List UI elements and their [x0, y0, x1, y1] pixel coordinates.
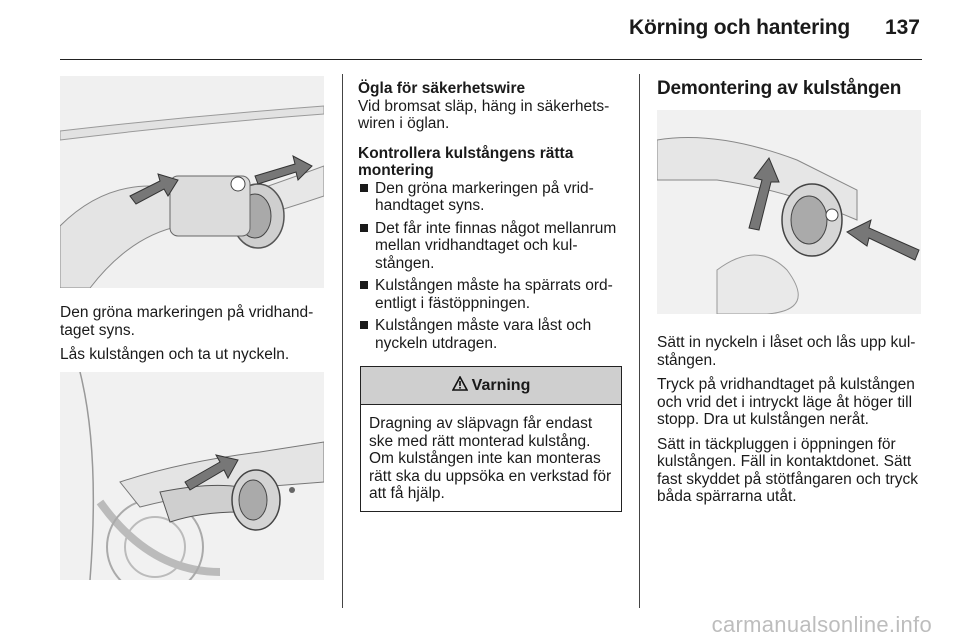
page-number: 137 [884, 16, 920, 39]
list-item: Det får inte finnas något mellanrum mellan vridhandtaget och kul-stången. [358, 220, 628, 273]
page-header [0, 0, 960, 62]
caption-text: Lås kulstången och ta ut nyckeln. [60, 346, 290, 363]
watermark: carmanualsonline.info [711, 612, 932, 637]
warning-box [360, 366, 622, 512]
figure-green-marking-drawing [60, 76, 324, 288]
list-item: Kulstången måste vara låst och nyckeln utdragen. [358, 317, 628, 352]
column-2-text [358, 80, 628, 357]
list-item: Kulstången måste ha spärrats ord-entligt i fästöppningen. [358, 277, 628, 312]
bullet-square-icon [360, 281, 368, 289]
checklist [358, 180, 628, 353]
list-item: Den gröna markeringen på vrid-handtaget syns. [358, 180, 628, 215]
figure-removal-drawing [657, 110, 921, 314]
section-body: Vid bromsat släp, häng in säkerhets-wiren i öglan. [358, 97, 610, 132]
warning-header [361, 367, 621, 405]
bullet-square-icon [360, 184, 368, 192]
instruction-text: Sätt in nyckeln i låset och lås upp kul-stången. [657, 334, 916, 369]
warning-triangle-icon [452, 376, 468, 396]
warning-title: Varning [471, 376, 531, 394]
figure-lock-ball-bar-drawing [60, 372, 324, 580]
figure-green-marking [60, 76, 324, 288]
caption-text: Den gröna markeringen på vridhand-taget syns. [60, 304, 314, 339]
figure-lock-ball-bar [60, 372, 324, 580]
instruction-text: Tryck på vridhandtaget på kulstången och vrid det i intryckt läge åt höger till stopp. Dra ut kulstången neråt. [657, 376, 915, 428]
figure-removal [657, 110, 921, 314]
header-rule [60, 59, 922, 60]
bullet-square-icon [360, 224, 368, 232]
caption-green-marking [60, 304, 330, 371]
section-heading: Kontrollera kulstångens rätta montering [358, 144, 574, 179]
bullet-square-icon [360, 321, 368, 329]
column-divider-1 [342, 74, 343, 608]
column-3-text [657, 334, 927, 513]
column-divider-2 [639, 74, 640, 608]
section-heading-removal: Demontering av kulstången [657, 78, 902, 99]
instruction-text: Sätt in täckpluggen i öppningen för kulstången. Fäll in kontaktdonet. Sätt fast skyddet på stötfångaren och tryck båda spärrarna utåt. [657, 435, 919, 505]
page-title: Körning och hantering [629, 16, 850, 39]
section-heading: Ögla för säkerhetswire [358, 80, 526, 97]
warning-text: Dragning av släpvagn får endast ske med rätt monterad kulstång. Om kulstången inte kan monteras rätt ska du uppsöka en verkstad för att få hjälp. [369, 415, 612, 502]
